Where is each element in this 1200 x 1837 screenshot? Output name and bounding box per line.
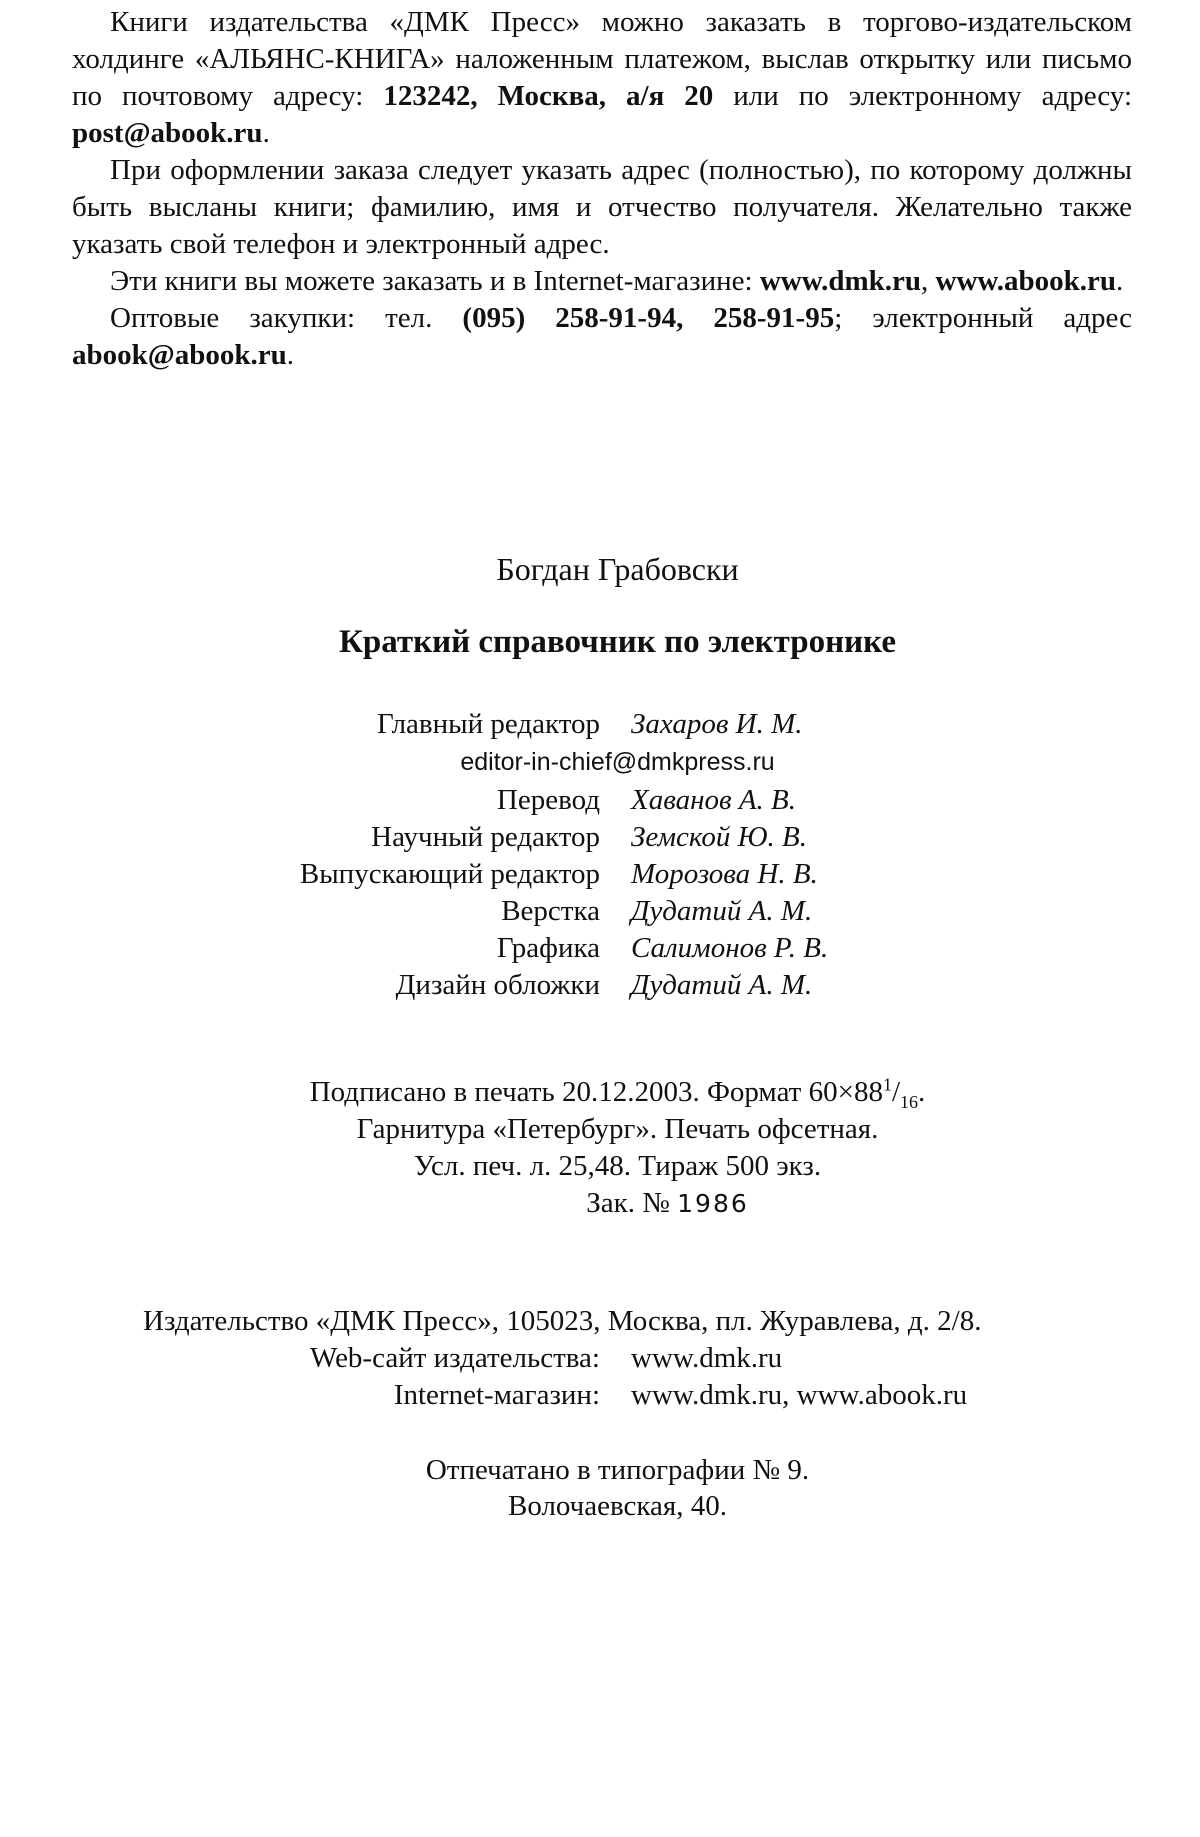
credit-row (0, 858, 1200, 895)
print-details-line-3: Усл. печ. л. 25,48. Тираж 500 экз. (413, 1150, 822, 1182)
credit-row (0, 895, 1200, 932)
ordering-text: . (286, 339, 294, 371)
credit-name: Салимонов Р. В. (631, 932, 829, 964)
ordering-paragraph-1 (72, 4, 1132, 152)
ordering-text: Эти книги вы можете заказать и в Internet-магазине: (110, 265, 760, 297)
print-details-line-1 (0, 1074, 1200, 1111)
credit-row (0, 932, 1200, 969)
printing-house-line-1: Отпечатано в типографии № 9. (425, 1454, 810, 1486)
format-superscript: 1 (882, 1074, 892, 1095)
ordering-text: . (1116, 265, 1124, 297)
website-url: www.dmk.ru (631, 1342, 783, 1374)
shop-url-abook: www.abook.ru (935, 265, 1116, 297)
shop-label: Internet-магазин: (393, 1379, 600, 1411)
printing-house (0, 1452, 1200, 1524)
publisher-shop-row (0, 1379, 1200, 1415)
order-number: 1986 (677, 1189, 749, 1218)
editor-email: editor-in-chief@dmkpress.ru (460, 748, 775, 776)
format-period: . (918, 1076, 926, 1108)
credit-role: Главный редактор (376, 708, 600, 740)
ordering-text: или по электронному адресу: (713, 80, 1132, 112)
wholesale-email: abook@abook.ru (72, 339, 287, 371)
printing-house-line-2: Волочаевская, 40. (507, 1490, 727, 1522)
print-details (0, 1074, 1200, 1222)
ordering-info (72, 4, 1132, 374)
print-details-line-4 (0, 1185, 1200, 1222)
book-title: Краткий справочник по электронике (338, 624, 897, 660)
credit-row (0, 821, 1200, 858)
order-number-label: Зак. № (586, 1187, 670, 1219)
credit-role: Выпускающий редактор (299, 858, 600, 890)
credit-row (0, 708, 1200, 745)
credit-role: Верстка (501, 895, 600, 927)
credit-name: Дудатий А. М. (631, 895, 813, 927)
credit-role: Перевод (496, 784, 600, 816)
credit-name: Захаров И. М. (631, 708, 803, 740)
print-details-line-2: Гарнитура «Петербург». Печать офсетная. (356, 1113, 879, 1145)
ordering-text: . (262, 117, 270, 149)
format-slash: / (891, 1076, 901, 1108)
credit-name: Морозова Н. В. (631, 858, 818, 890)
credit-row (0, 784, 1200, 821)
ordering-paragraph-4 (72, 300, 1132, 374)
wholesale-phones: (095) 258-91-94, 258-91-95 (462, 302, 835, 334)
website-label: Web-сайт издательства: (310, 1342, 600, 1374)
ordering-paragraph-2: При оформлении заказа следует указать адрес (полностью), по которому должны быть высланы книги; фамилию, имя и отчество получателя. Желательно также указать свой телефон и электронный адрес. (72, 154, 1132, 260)
order-email: post@abook.ru (72, 117, 263, 149)
signed-for-print: Подписано в печать 20.12.2003. Формат 60×88 (309, 1076, 883, 1108)
credit-role: Графика (496, 932, 600, 964)
ordering-paragraph-3 (72, 263, 1132, 300)
postal-address: 123242, Москва, а/я 20 (383, 80, 714, 112)
format-subscript: 16 (900, 1091, 919, 1112)
ordering-text: ; электронный адрес (834, 302, 1132, 334)
credit-row (0, 969, 1200, 1006)
ordering-text: , (921, 265, 936, 297)
shop-url-dmk: www.dmk.ru (759, 265, 921, 297)
ordering-text: Оптовые закупки: тел. (110, 302, 463, 334)
shop-urls: www.dmk.ru, www.abook.ru (631, 1379, 968, 1411)
credit-role: Дизайн обложки (395, 969, 600, 1001)
credit-name: Земской Ю. В. (631, 821, 807, 853)
credit-role: Научный редактор (371, 821, 600, 853)
credit-name: Хаванов А. В. (631, 784, 797, 816)
publisher-website-row (0, 1342, 1200, 1378)
credit-name: Дудатий А. М. (631, 969, 813, 1001)
publisher-address: Издательство «ДМК Пресс», 105023, Москва, пл. Журавлева, д. 2/8. (143, 1305, 982, 1337)
ordering-text: Книги издательства «ДМК Пресс» можно заказать в торгово-издательском холдинге «АЛЬЯНС-КНИГА» наложенным платежом, выслав открытку или письмо по почтовому адресу: (72, 6, 1132, 112)
book-author: Богдан Грабовски (496, 551, 739, 587)
